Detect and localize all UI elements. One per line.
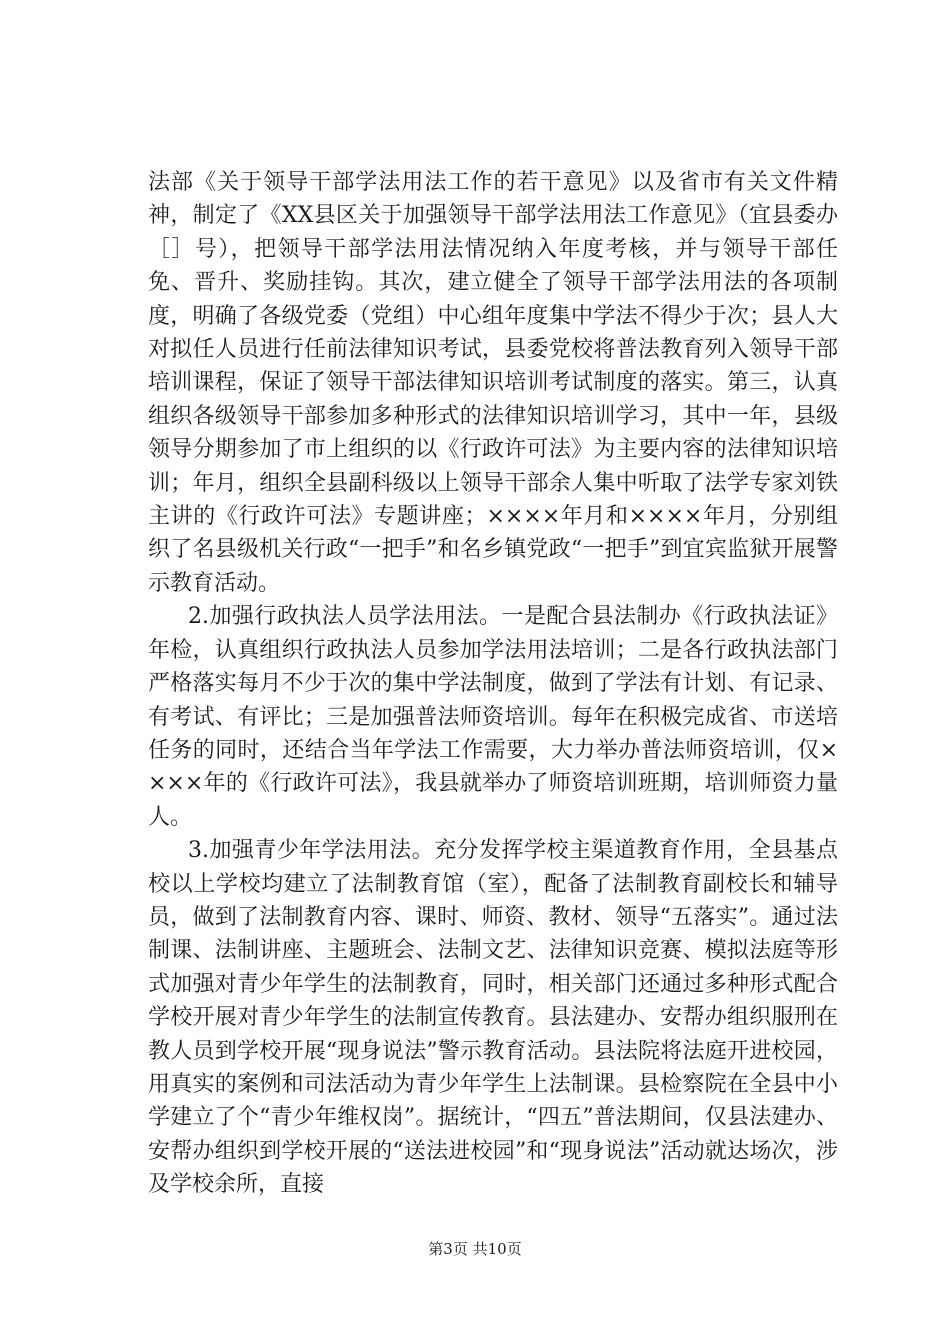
paragraph-continued: 法部《关于领导干部学法用法工作的若干意见》以及省市有关文件精神，制定了《XX县区关于加强领导干部学法用法工作意见》（宜县委办［］号），把领导干部学法用法情况纳入年度考核，并与领导干部任免、晋升、奖励挂钩。其次，建立健全了领导干部学法用法的各项制度，明确了各级党委（党组）中心组年度集中学法不得少于次；县人大对拟任人员进行任前法律知识考试，县委党校将普法教育列入领导干部培训课程，保证了领导干部法律知识培训考试制度的落实。第三，认真组织各级领导干部参加多种形式的法律知识培训学习，其中一年，县级领导分期参加了市上组织的以《行政许可法》为主要内容的法律知识培训；年月，组织全县副科级以上领导干部余人集中听取了法学专家刘铁主讲的《行政许可法》专题讲座；××××年月和××××年月，分别组织了名县级机关行政“一把手”和名乡镇党政“一把手”到宜宾监狱开展警示教育活动。: [148, 170, 838, 596]
page-footer: 第3页 共10页: [428, 1240, 522, 1258]
paragraph-item-3: 3.加强青少年学法用法。充分发挥学校主渠道教育作用，全县基点校以上学校均建立了法制教育馆（室），配备了法制教育副校长和辅导员，做到了法制教育内容、课时、师资、教材、领导“五落实”。通过法制课、法制讲座、主题班会、法制文艺、法律知识竞赛、模拟法庭等形式加强对青少年学生的法制教育，同时，相关部门还通过多种形式配合学校开展对青少年学生的法制宣传教育。县法建办、安帮办组织服刑在教人员到学校开展“现身说法”警示教育活动。县法院将法庭开进校园，用真实的案例和司法活动为青少年学生上法制课。县检察院在全县中小学建立了个“青少年维权岗”。据统计，“四五”普法期间，仅县法建办、安帮办组织到学校开展的“送法进校园”和“现身说法”活动就达场次，涉及学校余所，直接: [148, 838, 838, 1198]
paragraph-item-2: 2.加强行政执法人员学法用法。一是配合县法制办《行政执法证》年检，认真组织行政执法人员参加学法用法培训；二是各行政执法部门严格落实每月不少于次的集中学法制度，做到了学法有计划、有记录、有考试、有评比；三是加强普法师资培训。每年在积极完成省、市送培任务的同时，还结合当年学法工作需要，大力举办普法师资培训，仅××××年的《行政许可法》，我县就举办了师资培训班期，培训师资力量人。: [148, 604, 838, 830]
document-body: [148, 166, 838, 1202]
